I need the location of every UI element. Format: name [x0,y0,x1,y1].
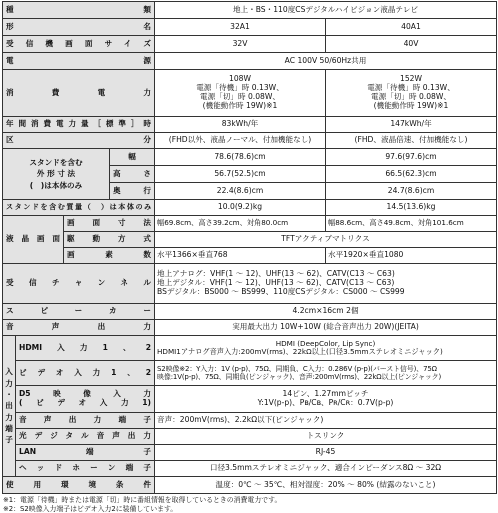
dimensions-label [3,149,110,200]
category-40: (FHD、液晶倍速、付加機能なし) [326,133,497,149]
audio-out-terminal-label: 音声出力端子 [16,413,155,429]
dimensions-label-line: 外 形 寸 法 [36,169,76,179]
video-value [155,361,497,386]
model-32: 32A1 [155,19,326,36]
io-label-char: 出 [5,401,13,411]
speaker-value: 4.2cm×16cm 2個 [155,304,497,320]
row-audio-out-terminal [3,413,497,429]
hdmi-value [155,336,497,361]
panel-drive-label: 駆動方式 [64,232,155,248]
dim-width-label: 幅 [110,149,155,166]
row-category [3,133,497,149]
io-label-char: 入 [5,367,13,377]
io-label [3,336,16,477]
spec-table [2,1,497,494]
audio-out-terminal-value: 音声：200mV(rms)、2.2kΩ以下(ピンジャック) [155,413,497,429]
audio-output-value: 実用最大出力 10W+10W (総合音声出力 20W)(JEITA) [155,320,497,336]
power-source-label: 電源 [3,53,155,70]
power-32-line: 電源「待機」時 0.13W、 [196,83,284,93]
lan-label: LAN端子 [16,445,155,461]
d5-line: 14ピン、1.27mmピッチ [282,389,369,399]
power-source-value: AC 100V 50/60Hz共用 [155,53,497,70]
environment-label: 使用環境条件 [3,477,155,494]
channels-label: 受信チャンネル [3,264,155,304]
power-consumption-label: 消費電力 [3,70,155,117]
panel-label: 液晶画面 [3,216,64,264]
dim-depth-32: 22.4(8.6)cm [155,183,326,200]
row-audio-output [3,320,497,336]
panel-drive-value: TFTアクティブマトリクス [155,232,497,248]
video-line: 映像:1V(p-p)、75Ω、同期負(ピンジャック)、音声:200mV(rms)、22kΩ以上(ピンジャック) [157,373,442,381]
category-32: (FHD以外、液晶ノーマル、付加機能なし) [155,133,326,149]
io-label-char: 力 [5,378,13,388]
annual-energy-40: 147kWh/年 [326,117,497,133]
row-d5 [3,386,497,413]
channels-line: 地上デジタル：VHF(1 ～ 12)、UHF(13 ～ 62)、CATV(C13 ～ C63) [157,278,395,288]
environment-value: 温度：0℃ ～ 35℃、相対湿度：20% ～ 80% (結露のないこと) [155,477,497,494]
hdmi-line: HDMI (DeepColor, Lip Sync) [275,338,376,348]
dim-width-32: 78.6(78.6)cm [155,149,326,166]
row-mass [3,200,497,216]
panel-pixels-32: 水平1366×垂直768 [155,248,326,264]
channels-line: 地上アナログ：VHF(1 ～ 12)、UHF(13 ～ 62)、CATV(C13 ～ C63) [157,269,395,279]
row-headphone [3,461,497,477]
row-power-source [3,53,497,70]
audio-output-label: 音声出力 [3,320,155,336]
headphone-label: ヘッドホーン端子 [16,461,155,477]
row-speaker [3,304,497,320]
row-environment [3,477,497,494]
power-32-line: 108W [228,74,251,84]
dim-width-40: 97.6(97.6)cm [326,149,497,166]
screen-size-label: 受信機画面サイズ [3,36,155,53]
row-annual-energy [3,117,497,133]
power-consumption-40 [326,70,497,117]
row-screen-size [3,36,497,53]
power-40-line: 電源「切」時 0.08W、 [371,92,451,101]
lan-value: RJ-45 [155,445,497,461]
panel-pixels-40: 水平1920×垂直1080 [326,248,497,264]
dim-height-32: 56.7(52.5)cm [155,166,326,183]
dim-depth-40: 24.7(8.6)cm [326,183,497,200]
row-hdmi [3,336,497,361]
mass-40: 14.5(13.6)kg [326,200,497,216]
video-label: ビデオ入力1、2 [16,361,155,386]
io-label-char: 端 [5,424,13,434]
d5-label [16,386,155,413]
optical-label: 光デジタル音声出力 [16,429,155,445]
io-label-char: 力 [5,412,13,422]
row-channels [3,264,497,304]
d5-label-line: D5映像入力 [19,389,151,399]
footnote-1: ※1：電源「待機」時または電源「切」時に番組情報を取得しているときの消費電力です。 [3,496,282,504]
row-power-consumption [3,70,497,117]
video-line: S2映像※2：Y入力：1V (p-p)、75Ω、同期負、C入力：0.286V (p-p)(バースト信号)、75Ω [157,364,437,373]
io-label-char: 子 [5,435,13,445]
row-panel-pixels [3,248,497,264]
power-32-line: 電源「切」時 0.08W、 [200,92,280,101]
optical-value: トスリンク [155,429,497,445]
row-panel-dimension [3,216,497,232]
power-40-line: 152W [399,74,422,84]
row-panel-drive [3,232,497,248]
row-video [3,361,497,386]
annual-energy-label: 年間消費電力量［標準］時 [3,117,155,133]
dim-depth-label: 奥行 [110,183,155,200]
dimensions-label-line: スタンドを含む [29,157,83,167]
d5-label-line: (ビデオ入力1) [19,398,151,407]
panel-dimension-32: 幅69.8cm、高さ39.2cm、対角80.0cm [155,216,326,232]
footnotes [3,496,495,513]
screen-size-32: 32V [155,36,326,53]
row-type [3,2,497,19]
dim-height-40: 66.5(62.3)cm [326,166,497,183]
power-consumption-32 [155,70,326,117]
panel-dimension-40: 幅88.6cm、高さ49.8cm、対角101.6cm [326,216,497,232]
power-40-line: 電源「待機」時 0.13W、 [367,83,455,93]
panel-pixels-label: 画素数 [64,248,155,264]
channels-value [155,264,497,304]
dimensions-label-line: ( )は本体のみ [29,180,83,190]
headphone-value: 口径3.5mmステレオミニジャック、適合インピーダンス8Ω ～ 32Ω [155,461,497,477]
row-optical [3,429,497,445]
power-40-line: (機能動作時 19W)※1 [373,100,449,110]
category-label: 区分 [3,133,155,149]
annual-energy-32: 83kWh/年 [155,117,326,133]
type-label: 種類 [3,2,155,19]
power-32-line: (機能動作時 19W)※1 [202,100,278,110]
panel-dimension-label: 画面寸法 [64,216,155,232]
hdmi-label: HDMI入力1、2 [16,336,155,361]
hdmi-line: HDMI1アナログ音声入力:200mV(rms)、22kΩ以上(口径3.5mmステレオミニジャック) [157,347,443,356]
model-40: 40A1 [326,19,497,36]
d5-line: Y:1V(p-p)、Pʙ/Cʙ、Pʀ/Cʀ：0.7V(p-p) [257,398,394,407]
model-label: 形名 [3,19,155,36]
d5-value [155,386,497,413]
type-value: 地上・BS・110度CSデジタルハイビジョン液晶テレビ [155,2,497,19]
channels-line: BSデジタル：BS000 ～ BS999、110度CSデジタル：CS000 ～ CS999 [157,286,405,296]
screen-size-40: 40V [326,36,497,53]
footnote-2: ※2：S2映像入力端子はビデオ入力2に装備しています。 [3,504,178,513]
row-model [3,19,497,36]
row-lan [3,445,497,461]
speaker-label: スピーカー [3,304,155,320]
row-dim-width [3,149,497,166]
mass-32: 10.0(9.2)kg [155,200,326,216]
io-label-char: ・ [5,389,13,399]
mass-label: スタンドを含む質量（ ）は本体のみ [3,200,155,216]
dim-height-label: 高さ [110,166,155,183]
